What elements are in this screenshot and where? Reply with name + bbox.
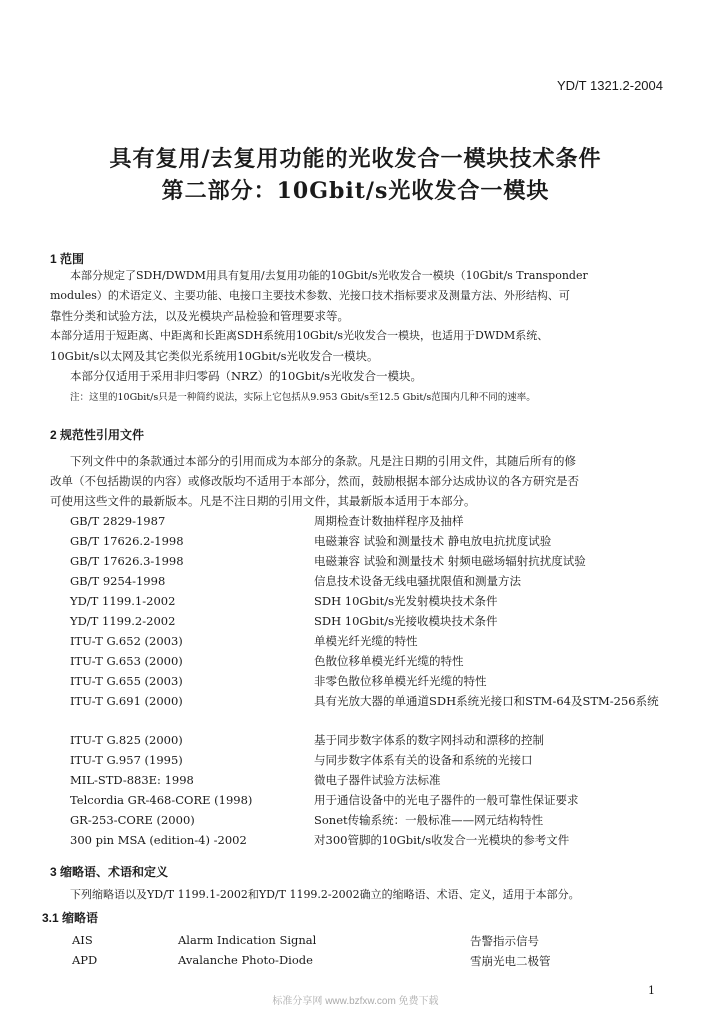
section1-para2-line2: 10Gbit/s以太网及其它类似光系统用10Gbit/s光收发合一模块。	[50, 349, 379, 363]
reference-title: 电磁兼容 试验和测量技术 静电放电抗扰度试验	[314, 534, 552, 548]
reference-code: GB/T 17626.3-1998	[70, 554, 184, 568]
reference-code: Telcordia GR-468-CORE (1998)	[70, 793, 253, 807]
reference-title: 色散位移单模光纤光缆的特性	[314, 654, 464, 668]
reference-code: 300 pin MSA (edition-4) -2002	[70, 833, 247, 847]
reference-title: 对300管脚的10Gbit/s收发合一光模块的参考文件	[314, 833, 570, 847]
reference-code: GB/T 17626.2-1998	[70, 534, 184, 548]
reference-title: 用于通信设备中的光电子器件的一般可靠性保证要求	[314, 793, 579, 807]
abbreviation: APD	[72, 953, 98, 967]
reference-title: 基于同步数字体系的数字网抖动和漂移的控制	[314, 733, 544, 747]
reference-title: 单模光纤光缆的特性	[314, 634, 418, 648]
reference-title: 电磁兼容 试验和测量技术 射频电磁场辐射抗扰度试验	[314, 554, 586, 568]
section1-note: 注：这里的10Gbit/s只是一种简约说法，实际上它包括从9.953 Gbit/s至12.5 Gbit/s范围内几种不同的速率。	[70, 392, 536, 403]
abbreviation-chinese: 告警指示信号	[470, 934, 539, 948]
reference-title: 周期检查计数抽样程序及抽样	[314, 514, 464, 528]
reference-title: 信息技术设备无线电骚扰限值和测量方法	[314, 574, 521, 588]
section3-1-heading: 3.1 缩略语	[42, 911, 99, 925]
standard-code: YD/T 1321.2-2004	[557, 78, 663, 93]
reference-title: 非零色散位移单模光纤光缆的特性	[314, 674, 487, 688]
reference-code: YD/T 1199.2-2002	[70, 614, 176, 628]
reference-code: GR-253-CORE (2000)	[70, 813, 195, 827]
reference-code: ITU-T G.655 (2003)	[70, 674, 183, 688]
reference-code: GB/T 2829-1987	[70, 514, 166, 528]
reference-code: GB/T 9254-1998	[70, 574, 166, 588]
abbreviation-english: Avalanche Photo-Diode	[178, 953, 313, 967]
reference-code: ITU-T G.653 (2000)	[70, 654, 183, 668]
reference-code: YD/T 1199.1-2002	[70, 594, 176, 608]
abbreviation-english: Alarm Indication Signal	[178, 933, 317, 947]
section2-para-line1: 下列文件中的条款通过本部分的引用而成为本部分的条款。凡是注日期的引用文件，其随后所有的修	[70, 454, 576, 468]
page-number: 1	[648, 984, 655, 997]
reference-title: 微电子器件试验方法标准	[314, 773, 441, 787]
reference-code: ITU-T G.691 (2000)	[70, 694, 183, 708]
section1-heading: 1 范围	[50, 252, 85, 266]
reference-title: 与同步数字体系有关的设备和系统的光接口	[314, 753, 533, 767]
document-title-line2: 第二部分：10Gbit/s光收发合一模块	[161, 178, 550, 204]
watermark: 标准分享网 www.bzfxw.com 免费下载	[272, 996, 439, 1007]
reference-code: MIL-STD-883E: 1998	[70, 773, 194, 787]
section1-para1-line1: 本部分规定了SDH/DWDM用具有复用/去复用功能的10Gbit/s光收发合一模块（10Gbit/s Transponder	[70, 269, 588, 282]
section3-para: 下列缩略语以及YD/T 1199.1-2002和YD/T 1199.2-2002确立的缩略语、术语、定义，适用于本部分。	[70, 888, 580, 901]
reference-code: ITU-T G.957 (1995)	[70, 753, 183, 767]
document-title-line1: 具有复用/去复用功能的光收发合一模块技术条件	[109, 146, 602, 172]
section2-heading: 2 规范性引用文件	[50, 428, 145, 442]
section1-para3: 本部分仅适用于采用非归零码（NRZ）的10Gbit/s光收发合一模块。	[70, 369, 422, 383]
section1-para2-line1: 本部分适用于短距离、中距离和长距离SDH系统用10Gbit/s光收发合一模块，也适用于DWDM系统、	[50, 329, 549, 342]
section2-para-line2: 改单（不包括勘误的内容）或修改版均不适用于本部分，然而，鼓励根据本部分达成协议的各方研究是否	[50, 474, 579, 488]
reference-code: ITU-T G.825 (2000)	[70, 733, 183, 747]
section3-heading: 3 缩略语、术语和定义	[50, 865, 169, 879]
reference-title: Sonet传输系统：一般标准——网元结构特性	[314, 813, 544, 827]
section2-para-line3: 可使用这些文件的最新版本。凡是不注日期的引用文件，其最新版本适用于本部分。	[50, 494, 476, 508]
reference-title: 具有光放大器的单通道SDH系统光接口和STM-64及STM-256系统	[314, 694, 659, 708]
abbreviation-chinese: 雪崩光电二极管	[470, 954, 551, 968]
reference-title: SDH 10Gbit/s光发射模块技术条件	[314, 594, 498, 608]
section1-para1-line2: modules）的术语定义、主要功能、电接口主要技术参数、光接口技术指标要求及测量方法、外形结构、可	[50, 289, 570, 302]
reference-title: SDH 10Gbit/s光接收模块技术条件	[314, 614, 498, 628]
section1-para1-line3: 靠性分类和试验方法，以及光模块产品检验和管理要求等。	[50, 309, 349, 323]
abbreviation: AIS	[72, 933, 93, 947]
reference-code: ITU-T G.652 (2003)	[70, 634, 183, 648]
